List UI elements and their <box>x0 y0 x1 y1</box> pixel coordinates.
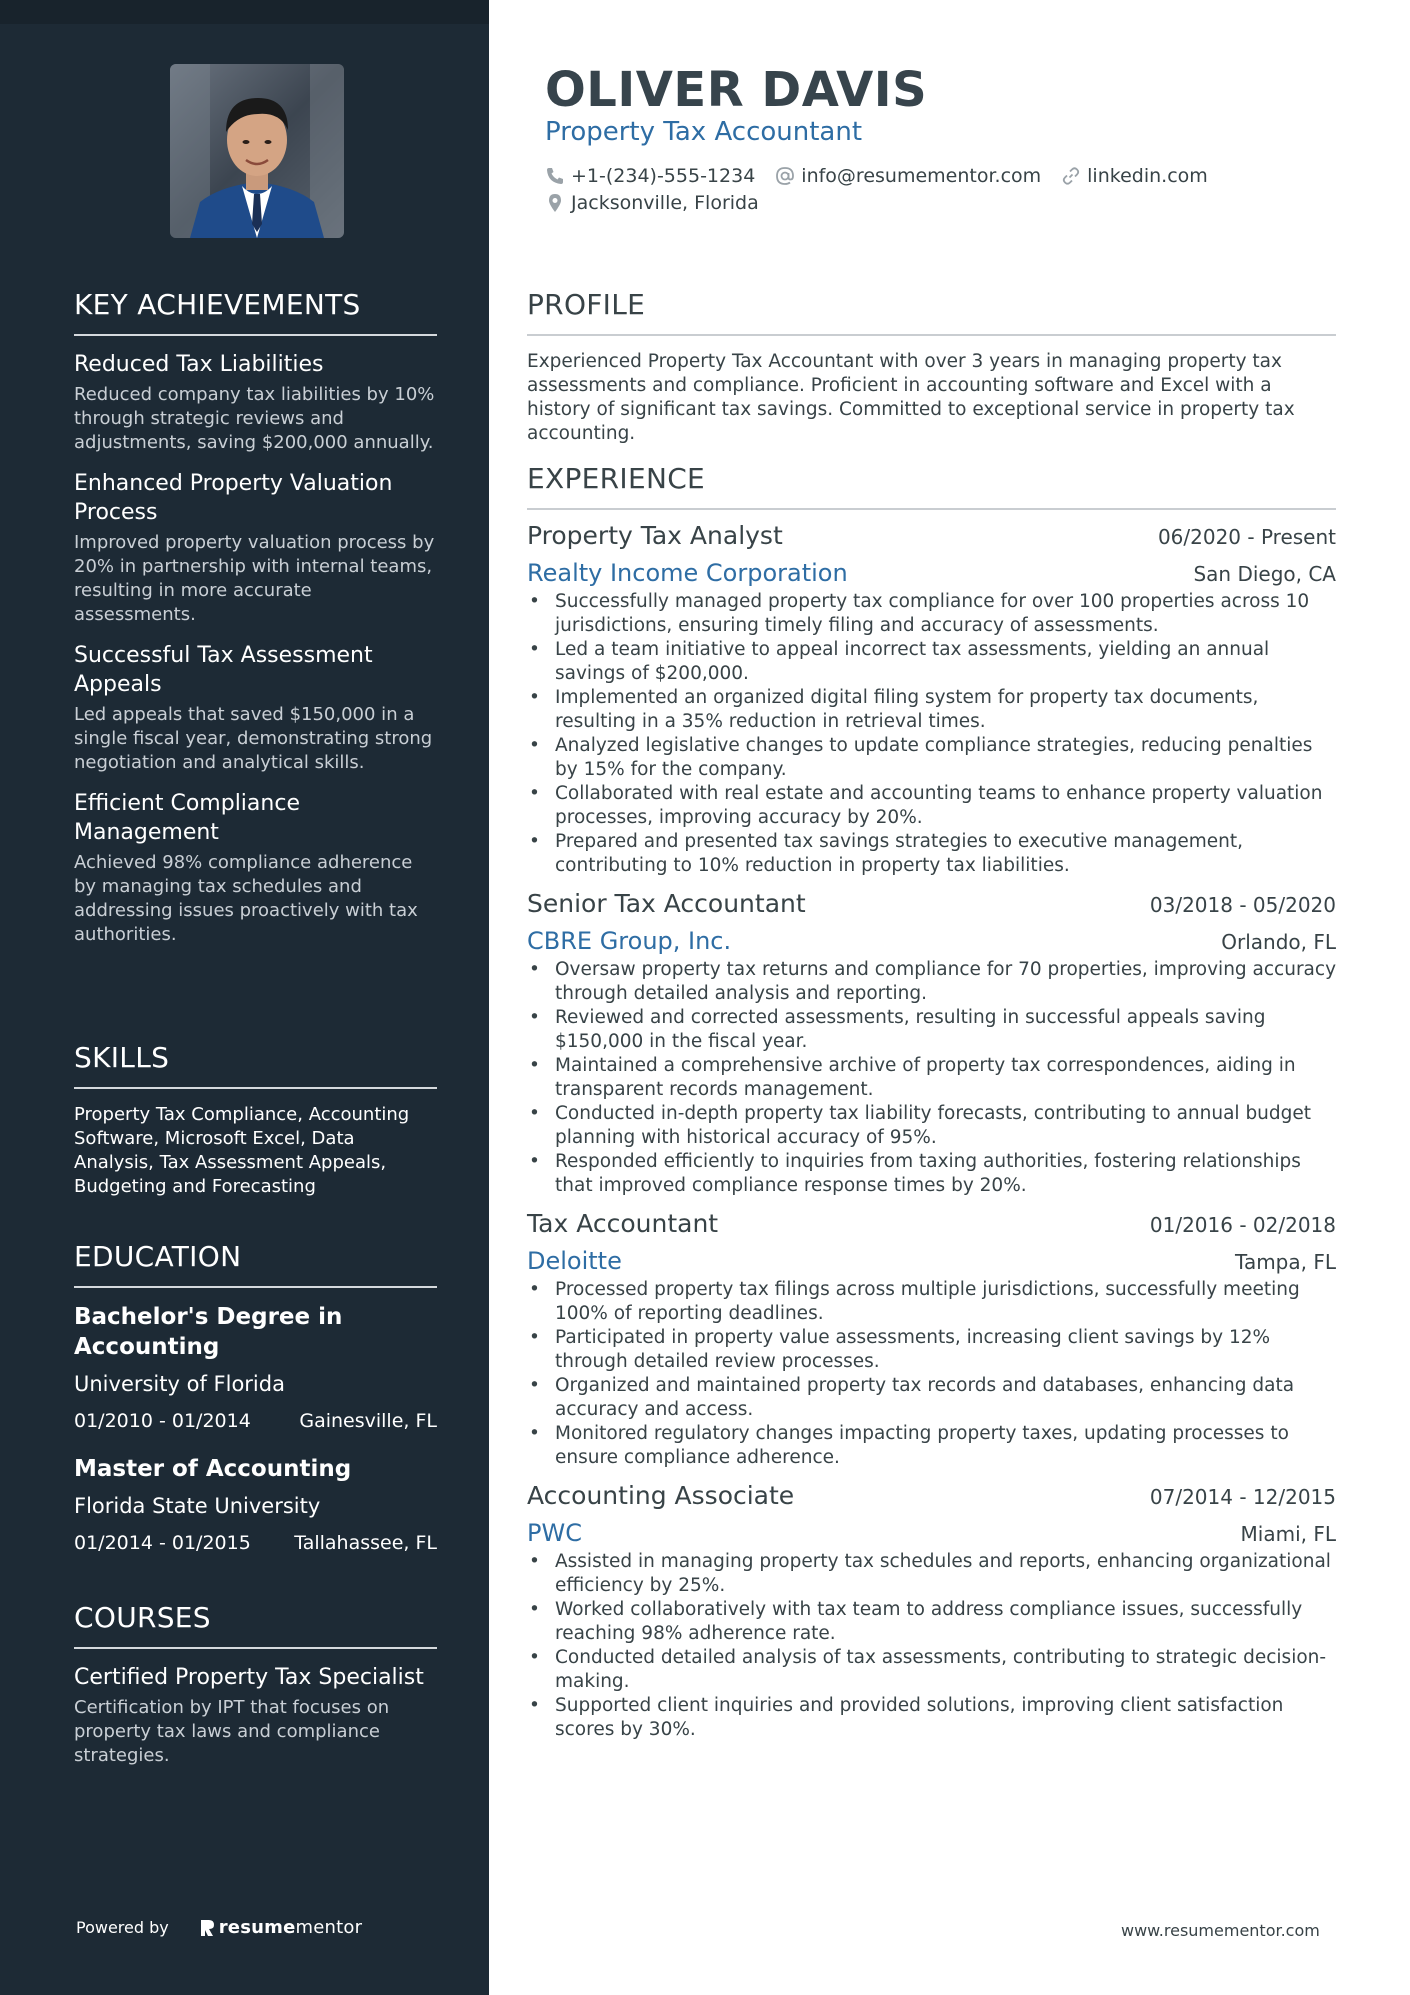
education-dates: 01/2014 - 01/2015 <box>74 1532 251 1554</box>
contact-email[interactable] <box>775 163 1041 189</box>
job-company: CBRE Group, Inc. <box>527 927 732 955</box>
job-location: Miami, FL <box>1240 1522 1336 1546</box>
education-school: University of Florida <box>74 1372 285 1396</box>
course-description: Certification by IPT that focuses on property tax laws and compliance strategies. <box>74 1697 390 1766</box>
education-dates: 01/2010 - 01/2014 <box>74 1410 251 1432</box>
at-icon <box>775 166 795 186</box>
brand-name-bold: resume <box>218 1917 296 1938</box>
education-meta <box>74 1530 437 1556</box>
job-bullet: • Organized and maintained property tax records and databases, enhancing data accuracy and access. <box>527 1374 1336 1422</box>
job-subheader <box>527 926 1336 956</box>
job-bullet: • Oversaw property tax returns and compliance for 70 properties, improving accuracy through detailed analysis and reporting. <box>527 958 1336 1006</box>
education-location: Gainesville, FL <box>299 1410 437 1432</box>
job-bullet: • Processed property tax filings across multiple jurisdictions, successfully meeting 100% of reporting deadlines. <box>527 1278 1336 1326</box>
education-meta <box>74 1408 437 1434</box>
achievements-heading: KEY ACHIEVEMENTS <box>74 288 437 336</box>
job-company: PWC <box>527 1519 582 1547</box>
contact-location <box>545 190 759 216</box>
contact-row-location <box>545 190 779 216</box>
powered-by-label: Powered by <box>76 1918 169 1937</box>
achievement-description: Achieved 98% compliance adherence by managing tax schedules and addressing issues proactively with tax authorities. <box>74 852 418 945</box>
job-bullet: • Supported client inquiries and provided solutions, improving client satisfaction scores by 30%. <box>527 1694 1336 1742</box>
job-bullet: • Implemented an organized digital filing system for property tax documents, resulting in a 35% reduction in retrieval times. <box>527 686 1336 734</box>
job-bullet: • Led a team initiative to appeal incorrect tax assessments, yielding an annual savings of $200,000. <box>527 638 1336 686</box>
education-item <box>74 1454 437 1556</box>
job-location: Orlando, FL <box>1221 930 1336 954</box>
achievement-title: Successful Tax Assessment Appeals <box>74 643 373 697</box>
achievement-description: Led appeals that saved $150,000 in a single fiscal year, demonstrating strong negotiation and analytical skills. <box>74 704 433 773</box>
job-role: Senior Tax Accountant <box>527 889 806 918</box>
job-bullets <box>527 590 1336 878</box>
job-bullet: • Worked collaboratively with tax team to address compliance issues, successfully reaching 98% adherence rate. <box>527 1598 1336 1646</box>
job-company: Deloitte <box>527 1247 622 1275</box>
job-bullet: • Conducted in-depth property tax liability forecasts, contributing to annual budget planning with historical accuracy of 95%. <box>527 1102 1336 1150</box>
job-bullet: • Collaborated with real estate and accounting teams to enhance property valuation processes, improving accuracy by 20%. <box>527 782 1336 830</box>
job-bullet: • Maintained a comprehensive archive of property tax correspondences, aiding in transparent records management. <box>527 1054 1336 1102</box>
achievement-item <box>74 350 437 455</box>
job-company: Realty Income Corporation <box>527 559 848 587</box>
education-heading: EDUCATION <box>74 1240 437 1288</box>
job-entry <box>527 888 1336 1198</box>
job-bullet: • Reviewed and corrected assessments, resulting in successful appeals saving $150,000 in the fiscal year. <box>527 1006 1336 1054</box>
job-bullet: • Successfully managed property tax compliance for over 100 properties across 10 jurisdictions, ensuring timely filing and accuracy of assessments. <box>527 590 1336 638</box>
job-entry <box>527 1480 1336 1742</box>
skills-section <box>74 1041 437 1199</box>
location-pin-icon <box>545 193 565 213</box>
achievement-item <box>74 641 437 775</box>
sidebar <box>0 0 489 1995</box>
candidate-name: OLIVER DAVIS <box>545 62 928 118</box>
job-dates: 06/2020 - Present <box>1157 525 1336 549</box>
job-role: Accounting Associate <box>527 1481 795 1510</box>
job-location: San Diego, CA <box>1193 562 1336 586</box>
sidebar-top-band <box>0 0 489 24</box>
experience-heading: EXPERIENCE <box>527 462 1336 510</box>
job-bullet: • Assisted in managing property tax schedules and reports, enhancing organizational efficiency by 25%. <box>527 1550 1336 1598</box>
job-bullets <box>527 958 1336 1198</box>
job-dates: 01/2016 - 02/2018 <box>1149 1213 1336 1237</box>
job-bullet: • Conducted detailed analysis of tax assessments, contributing to strategic decision-making. <box>527 1646 1336 1694</box>
location-text: Jacksonville, Florida <box>571 192 759 214</box>
courses-heading: COURSES <box>74 1601 437 1649</box>
job-location: Tampa, FL <box>1235 1250 1336 1274</box>
experience-section <box>527 462 1336 1742</box>
job-bullets <box>527 1278 1336 1470</box>
achievement-item <box>74 469 437 627</box>
education-degree: Bachelor's Degree in Accounting <box>74 1304 343 1360</box>
achievement-title: Enhanced Property Valuation Process <box>74 471 393 525</box>
profile-heading: PROFILE <box>527 288 1336 336</box>
person-portrait-icon <box>170 64 344 238</box>
education-section <box>74 1240 437 1576</box>
job-bullets <box>527 1550 1336 1742</box>
job-entry <box>527 1208 1336 1470</box>
job-bullet: • Monitored regulatory changes impacting property taxes, updating processes to ensure compliance adherence. <box>527 1422 1336 1470</box>
job-subheader <box>527 558 1336 588</box>
skills-heading: SKILLS <box>74 1041 437 1089</box>
job-subheader <box>527 1518 1336 1548</box>
job-header <box>527 888 1336 920</box>
contact-phone[interactable] <box>545 163 755 189</box>
job-bullet: • Analyzed legislative changes to update compliance strategies, reducing penalties by 15% for the company. <box>527 734 1336 782</box>
candidate-title: Property Tax Accountant <box>545 117 863 147</box>
achievement-title: Efficient Compliance Management <box>74 791 300 845</box>
job-header <box>527 1480 1336 1512</box>
job-role: Property Tax Analyst <box>527 521 783 550</box>
course-title: Certified Property Tax Specialist <box>74 1665 424 1690</box>
education-location: Tallahassee, FL <box>294 1532 437 1554</box>
job-header <box>527 1208 1336 1240</box>
job-bullet: • Prepared and presented tax savings strategies to executive management, contributing to 10% reduction in property tax liabilities. <box>527 830 1336 878</box>
job-bullet: • Participated in property value assessments, increasing client savings by 12% through detailed review processes. <box>527 1326 1336 1374</box>
course-item <box>74 1663 437 1768</box>
job-dates: 07/2014 - 12/2015 <box>1149 1485 1336 1509</box>
brand-logo[interactable] <box>199 1917 362 1938</box>
link-icon <box>1061 166 1081 186</box>
email-text: info@resumementor.com <box>801 165 1042 187</box>
courses-section <box>74 1601 437 1768</box>
job-dates: 03/2018 - 05/2020 <box>1149 893 1336 917</box>
job-entry <box>527 520 1336 878</box>
job-subheader <box>527 1246 1336 1276</box>
job-bullet: • Responded efficiently to inquiries from taxing authorities, fostering relationships that improved compliance response times by 20%. <box>527 1150 1336 1198</box>
education-school: Florida State University <box>74 1494 321 1518</box>
profile-summary: Experienced Property Tax Accountant with over 3 years in managing property tax assessments and compliance. Proficient in accounting software and Excel with a history of significant tax savings. Committed to exceptional service in property tax accounting. <box>527 351 1295 444</box>
achievements-section <box>74 288 437 961</box>
profile-photo <box>170 64 344 238</box>
education-item <box>74 1302 437 1434</box>
achievement-description: Reduced company tax liabilities by 10% through strategic reviews and adjustments, saving $200,000 annually. <box>74 384 435 453</box>
resumementor-logo-icon <box>199 1918 215 1938</box>
skills-list: Property Tax Compliance, Accounting Software, Microsoft Excel, Data Analysis, Tax Assessment Appeals, Budgeting and Forecasting <box>74 1104 410 1197</box>
brand-name-light: mentor <box>295 1917 363 1938</box>
phone-text: +1-(234)-555-1234 <box>571 165 756 187</box>
achievement-description: Improved property valuation process by 20% in partnership with internal teams, resulting in more accurate assessments. <box>74 532 435 625</box>
powered-by <box>76 1917 362 1938</box>
profile-section <box>527 288 1336 446</box>
footer-website-link[interactable]: www.resumementor.com <box>1121 1921 1320 1940</box>
education-degree: Master of Accounting <box>74 1456 352 1482</box>
achievement-title: Reduced Tax Liabilities <box>74 352 324 377</box>
job-header <box>527 520 1336 552</box>
phone-icon <box>545 166 565 186</box>
achievement-item <box>74 789 437 947</box>
job-role: Tax Accountant <box>527 1209 719 1238</box>
contact-row <box>545 163 1228 189</box>
linkedin-text: linkedin.com <box>1087 165 1208 187</box>
contact-linkedin[interactable] <box>1061 163 1208 189</box>
